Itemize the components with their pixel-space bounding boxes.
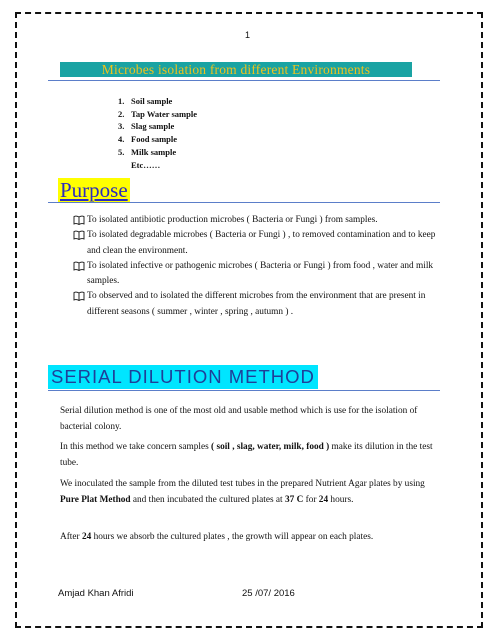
list-number: [118, 159, 131, 172]
purpose-text: To isolated antibiotic production microbes ( Bacteria or Fungi ) from samples.: [87, 215, 378, 225]
list-item: [118, 133, 197, 146]
bold-text: 24: [318, 494, 329, 505]
list-number: 1.: [118, 96, 125, 106]
book-icon: [73, 291, 85, 301]
paragraph-intro: [60, 404, 435, 435]
paragraph-inoculation: [60, 477, 435, 508]
bold-text: Pure Plat Method: [60, 494, 131, 505]
purpose-item: [73, 228, 438, 259]
sample-list: [118, 95, 197, 171]
purpose-item: [73, 259, 438, 290]
paragraph-text: and then incubated the cultured plates at: [130, 494, 285, 505]
page-number: 1: [244, 30, 250, 40]
bold-text: 24: [81, 532, 92, 542]
paragraph-text: hours.: [328, 494, 354, 505]
paragraph-growth: [60, 530, 435, 546]
serial-divider: [48, 390, 440, 391]
list-number: 2.: [118, 108, 125, 119]
book-icon: [73, 215, 85, 225]
paragraph-text: In this method we take concern samples: [60, 442, 212, 452]
document-title: Microbes isolation from different Environments: [60, 62, 412, 77]
paragraph-text: Serial dilution method is one of the most old and usable method which is use for the isolation of bacterial colony.: [60, 406, 418, 432]
list-label: Food sample: [131, 134, 178, 145]
footer-date: 25 /07/ 2016: [242, 588, 295, 599]
list-label: Milk sample: [131, 146, 177, 157]
purpose-item: [73, 213, 438, 228]
paragraph-text: We inoculated the sample from the diluted test tubes in the prepared Nutrient Agar plates by using: [60, 479, 425, 489]
bold-text: 37 C: [284, 494, 304, 505]
list-item: [118, 108, 197, 121]
list-label: Etc……: [131, 159, 161, 170]
purpose-heading: Purpose: [60, 178, 128, 202]
purpose-list: [73, 213, 438, 320]
list-item: [118, 146, 197, 159]
list-item: [118, 95, 197, 108]
purpose-text: To observed and to isolated the different microbes from the environment that are present in different seasons ( summer , winter , spring , autumn ) .: [87, 291, 426, 317]
paragraph-text: hours we absorb the cultured plates , the growth will appear on each plates.: [91, 532, 374, 542]
list-number: 5.: [118, 146, 125, 157]
paragraph-text: for: [303, 494, 319, 505]
purpose-text: To isolated degradable microbes ( Bacteria or Fungi ) , to removed contamination and to keep and clean the environment.: [87, 230, 436, 256]
list-item: [118, 120, 197, 133]
serial-dilution-heading: SERIAL DILUTION METHOD: [48, 365, 318, 389]
purpose-item: [73, 289, 438, 320]
paragraph-text: After: [60, 532, 82, 542]
book-icon: [73, 261, 85, 271]
list-number: 3.: [118, 121, 125, 132]
bold-text: ( soil , slag, water, milk, food ): [211, 442, 330, 452]
paragraph-text: make its dilution in the test tube.: [60, 442, 433, 468]
book-icon: [73, 230, 85, 240]
footer-author: Amjad Khan Afridi: [58, 588, 134, 599]
list-item: [118, 159, 197, 172]
title-divider: [48, 80, 440, 81]
purpose-divider: [48, 202, 440, 203]
list-label: Tap Water sample: [131, 108, 197, 119]
list-label: Soil sample: [131, 96, 173, 106]
paragraph-samples: [60, 440, 435, 471]
list-number: 4.: [118, 134, 125, 145]
purpose-text: To isolated infective or pathogenic microbes ( Bacteria or Fungi ) from food , water and milk samples.: [87, 260, 434, 287]
list-label: Slag sample: [131, 121, 175, 132]
